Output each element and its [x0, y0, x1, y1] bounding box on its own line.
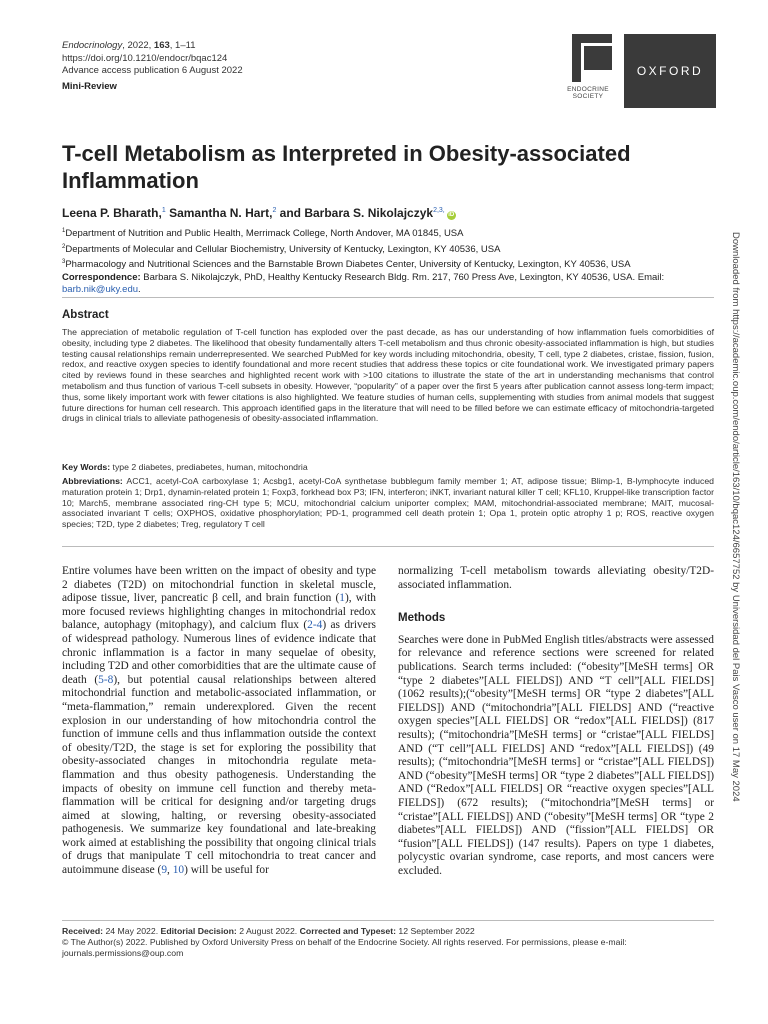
citation-link[interactable]: 2-4: [307, 619, 323, 632]
download-note: Downloaded from https://academic.oup.com/endo/article/163/10/bqac124/6657752 by Universidad del Pais Vasco user on 17 May 2024: [730, 232, 741, 802]
abbreviations: Abbreviations: ACC1, acetyl-CoA carboxylase 1; Acsbg1, acetyl-CoA synthetase bubblegum family member 1; AT, adipose tissue; Blimp-1, B-lymphocyte induced maturation protein 1; Drp1, dynamin-related protein 1; Foxp3, forkhead box P3; IFN, interferon; iNKT, invariant natural killer T cell; KFL10, Kruppel-like transcription factor 10; March5, membrane associated ring-CH type 5; MCU, mitochondrial calcium uniporter complex; MAM, mitochondrial-associated membrane; MAIT, mucosal-associated invariant T cells; OXPHOS, oxidative phosphorylation; PD-1, programmed cell death protein 1; Opa 1, protein optic atrophy 1 p; ROS, reactive oxygen species; T2D, type 2 diabetes; Treg, regulatory T cell: [62, 476, 714, 530]
email-link[interactable]: barb.nik@uky.edu: [62, 284, 139, 296]
journal-year: , 2022,: [122, 40, 154, 51]
author-3[interactable]: and Barbara S. Nikolajczyk: [276, 206, 434, 220]
author-list: [62, 206, 456, 220]
advance-access: Advance access publication 6 August 2022: [62, 65, 243, 76]
journal-name: Endocrinology: [62, 40, 123, 51]
abstract-heading: Abstract: [62, 309, 109, 321]
methods-paragraph: Searches were done in PubMed English titles/abstracts were assessed for relevance and reference sections were screened for related publications. Search terms included: (“obesity”[MeSH terms] OR “type 2 diabetes”[ALL FIELDS]) AND “T cell”[ALL FIELDS] (1062 results);(“obesity”[MeSH terms] OR “type 2 diabetes”[ALL FIELDS]) AND (“mitochondria”[ALL FIELDS] AND (“reactive oxygen species”[ALL FIELDS] OR “redox”[ALL FIELDS]) (817 results); (“mitochondria”[MeSH terms] or “cristae”[ALL FIELDS] AND (“T cell”[ALL FIELDS] AND “redox”[ALL FIELDS]) (49 results); (“mitochondria”[MeSH terms] or “cristae”[ALL FIELDS]) AND (“obesity”[MeSH terms] OR “type 2 diabetes”[ALL FIELDS]) AND (“Redox”[ALL FIELDS] OR “reactive oxygen species”[ALL FIELDS]) (672 results); (“mitochondria”[MeSH terms] or “cristae”[ALL FIELDS]) AND (“obesity”[MeSH terms] OR “type 2 diabetes”[ALL FIELDS]) AND (“fission”[ALL FIELDS] OR “fusion”[ALL FIELDS]) (147 results). Papers on type 1 diabetes, polycystic ovarian syndrome, case reports, and most cancers were excluded.: [398, 633, 714, 877]
citation-link[interactable]: 10: [172, 864, 185, 877]
journal-pages: , 1–11: [169, 40, 196, 51]
body-left-column: [62, 565, 376, 878]
author-2[interactable]: Samantha N. Hart,: [165, 206, 273, 220]
citation-link[interactable]: 1: [339, 592, 345, 605]
affiliation-2: $^2$Departments of Molecular and Cellular Biochemistry, University of Kentucky, Lexington, KY 40536, USA: [62, 243, 501, 255]
intro-paragraph: Entire volumes have been written on the impact of obesity and type 2 diabetes (T2D) on mitochondrial function in skeletal muscle, adipose tissue, liver, pancreatic β cell, and brain function (1), with more focused reviews highlighting changes in mitochondrial redox balance, autophagy (mitophagy), and calcium flux (2-4) as drivers of widespread pathology. Numerous lines of evidence indicate that chronic inflammation is a factor in many sequelae of obesity, including T2D and other comorbidities that are the ultimate cause of death (5-8), but potential causal relationships between altered mitochondrial function and metabolic-associated inflammation, or “meta-flammation,” remain underexplored. Given the recent explosion in our understanding of how mitochondria control the function of immune cells and thus inflammation outside the context of obesity/T2D, the stage is set for exploring the possibility that obesity-associated changes in mitochondria regulate meta-flammation and thus obesity pathogenesis. Understanding the impacts of obesity on immune cell function and thereby meta-flammation will be critical for designing and/or targeting drugs aimed at slowing, halting, or reversing obesity-associated pathogenesis. We summarize key foundational and late-breaking work aimed at establishing the possibility that ongoing clinical trials of drugs that manipulate T cell mitochondria to treat cancer and autoimmune disease (9, 10) will be useful for: [62, 565, 376, 877]
methods-heading: Methods: [398, 612, 446, 625]
citation-link[interactable]: 9: [161, 864, 168, 877]
doi-link[interactable]: https://doi.org/10.1210/endocr/bqac124: [62, 52, 228, 64]
author-1[interactable]: Leena P. Bharath,: [62, 206, 162, 220]
divider: [62, 920, 714, 921]
correspondence: Correspondence: Barbara S. Nikolajczyk, PhD, Healthy Kentucky Research Bldg. Rm. 217, 760 Press Ave, Lexington, KY 40536, USA. Email: barb.nik@uky.edu.: [62, 271, 665, 296]
affiliation-1: $^1$Department of Nutrition and Public Health, Merrimack College, North Andover, MA 01845, USA: [62, 228, 464, 240]
affiliation-3: $^3$Pharmacology and Nutritional Sciences and the Barnstable Brown Diabetes Center, University of Kentucky, Lexington, KY 40536, USA: [62, 259, 631, 271]
body-right-column: [398, 565, 714, 878]
publication-dates: Received: 24 May 2022. Editorial Decision: 2 August 2022. Corrected and Typeset: 12 September 2022: [62, 926, 475, 936]
orcid-icon[interactable]: iD: [448, 212, 455, 218]
copyright-notice: © The Author(s) 2022. Published by Oxford University Press on behalf of the Endocrine Society. All rights reserved. For permissions, please e-mail: journals.permissions@oup.com: [62, 937, 627, 959]
author-3-affil[interactable]: 2,3,: [433, 207, 445, 214]
article-type: Mini-Review: [62, 81, 117, 92]
publication-footer: [62, 926, 714, 960]
affiliations: [62, 225, 712, 297]
journal-volume: 163: [153, 40, 170, 51]
divider: [62, 546, 714, 547]
endocrine-society-logo: [562, 34, 612, 108]
author-1-affil[interactable]: 1: [161, 207, 166, 214]
citation-link[interactable]: 5-8: [98, 673, 114, 686]
endocrine-society-text: ENDOCRINE SOCIETY: [567, 86, 609, 100]
intro-continuation: normalizing T-cell metabolism towards alleviating obesity/T2D-associated inflammation.: [398, 565, 714, 591]
author-2-affil[interactable]: 2: [272, 207, 277, 214]
journal-citation: [62, 40, 243, 78]
oxford-logo: OXFORD: [624, 34, 716, 108]
article-title: T-cell Metabolism as Interpreted in Obesity-associated Inflammation: [62, 141, 631, 193]
keywords: Key Words: type 2 diabetes, prediabetes, human, mitochondria: [62, 462, 308, 472]
divider: [62, 297, 714, 298]
abstract-text: The appreciation of metabolic regulation of T-cell function has exploded over the past decade, as has our understanding of how inflammation fuels comorbidities of obesity, including type 2 diabetes. The likelihood that obesity fundamentally alters T-cell metabolism and thus chronic obesity-associated inflammation is high, but studies testing causal relationships remain underrepresented. We searched PubMed for key words including mitochondria, obesity, T cell, type 2 diabetes, cristae, fission, fusion, redox, and reactive oxygen species to identify foundational and more recent studies that address these topics or cite foundational work. We investigated primary papers cited by reviews found in these searches and highlighted recent work with >100 citations to illustrate the state of the art in understanding mechanisms that control metabolism and thus function of various T-cell subsets in obesity. However, “popularity” of a paper over the first 5 years after publication cannot assess long-term impact; thus, some likely important work with fewer citations is also highlighted. We feature studies of human cells, supplementing with studies from animal models that suggest future directions for human cell research. This approach identified gaps in the literature that will need to be filled before we can estimate efficacy of mitochondria-targeted drugs in clinical trials to alleviate pathogenesis of obesity-associated inflammation.: [62, 327, 714, 424]
